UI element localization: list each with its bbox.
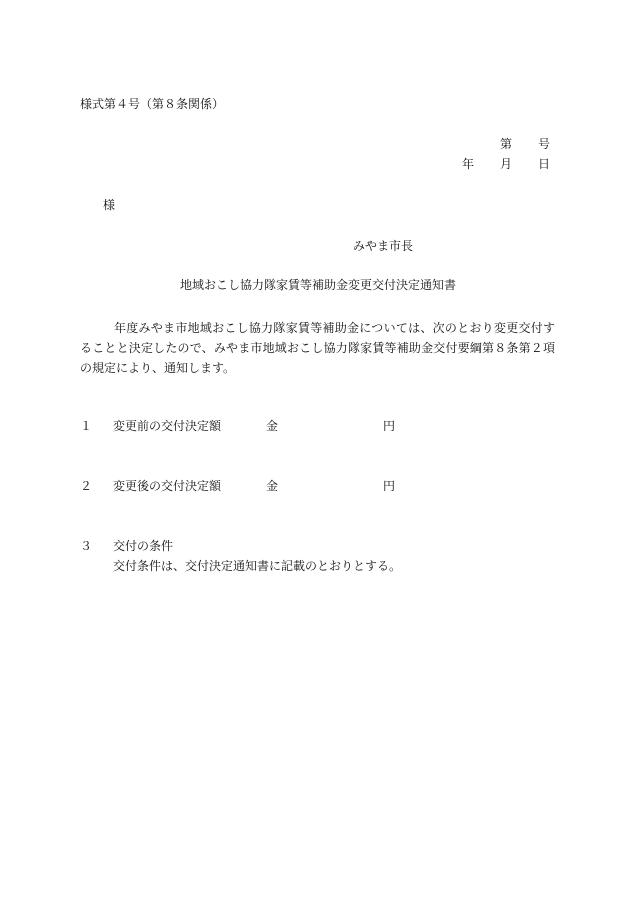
- document-number-suffix: 号: [537, 137, 550, 151]
- item-amount-prefix: 金: [266, 419, 279, 433]
- item-condition-text: 交付条件は、交付決定通知書に記載のとおりとする。: [113, 559, 402, 573]
- document-date: [462, 156, 550, 172]
- item-label: 変更前の交付決定額: [113, 419, 222, 433]
- item-number: ３: [80, 539, 93, 553]
- item-label: 変更後の交付決定額: [113, 479, 222, 493]
- item-unit: 円: [383, 419, 396, 433]
- date-day: 日: [537, 157, 550, 171]
- item-label: 交付の条件: [113, 539, 174, 553]
- sender-name: みやま市長: [353, 239, 414, 253]
- body-paragraph: 年度みやま市地域おこし協力隊家賃等補助金については、次のとおり変更交付することと決定したので、みやま市地域おこし協力隊家賃等補助金交付要綱第８条第２項の規定により、通知します。: [80, 321, 555, 375]
- item-number: １: [80, 419, 93, 433]
- item-number: ２: [80, 479, 93, 493]
- item-amount-prefix: 金: [266, 479, 279, 493]
- item-unit: 円: [383, 479, 396, 493]
- document-title: 地域おこし協力隊家賃等補助金変更交付決定通知書: [180, 278, 457, 292]
- date-year: 年: [461, 157, 474, 171]
- date-month: 月: [499, 157, 512, 171]
- document-number-prefix: 第: [499, 137, 512, 151]
- document-number: [500, 136, 550, 152]
- form-number: 様式第４号（第８条関係）: [80, 97, 225, 111]
- addressee-honorific: 様: [103, 198, 116, 212]
